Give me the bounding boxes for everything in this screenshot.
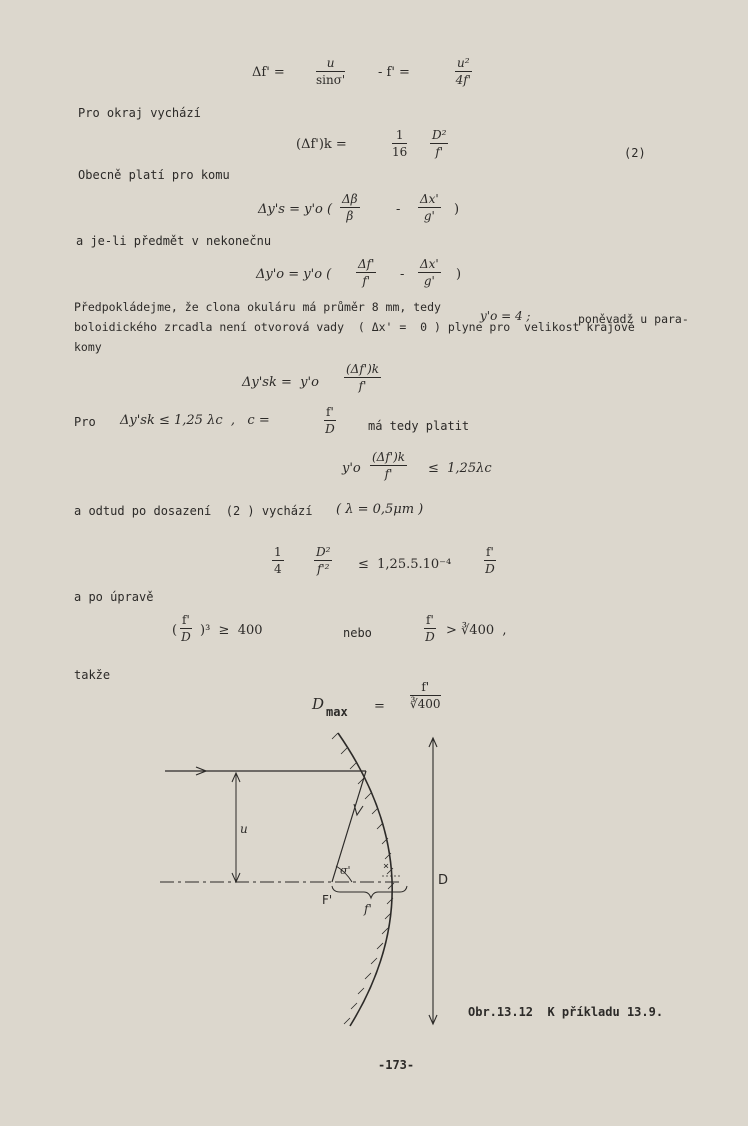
- eq1-frac2-num: u²: [457, 56, 470, 70]
- eq5-lhs: Δy'sk = y'o: [242, 375, 319, 390]
- eq4-frac1-den: f': [362, 274, 371, 288]
- eq1-lhs: Δf' =: [252, 65, 285, 80]
- eq8-frac2-num: f': [426, 613, 434, 627]
- eq8-frac2-den: D: [425, 630, 435, 644]
- eq7-frac3-num: f': [486, 545, 494, 559]
- eq8-frac1-den: D: [181, 630, 191, 644]
- eq2-frac1-den: 16: [392, 145, 408, 159]
- paragraph-line3: komy: [74, 340, 102, 354]
- eq8-nebo: nebo: [343, 626, 372, 640]
- cond-frac-num: f': [326, 405, 334, 419]
- equation-number: (2): [624, 146, 646, 160]
- paragraph-line1: Předpokládejme, že clona okuláru má průměr 8 mm, tedy: [74, 300, 441, 314]
- label-x: ×: [383, 861, 390, 872]
- eq3-frac1-den: β: [346, 209, 354, 223]
- eq9-frac-den: ∛400: [410, 697, 441, 711]
- eq7-frac1-num: 1: [274, 545, 282, 559]
- eq7-middle: ≤ 1,25.5.10⁻⁴: [358, 557, 452, 572]
- eq3-frac2-den: g': [423, 209, 435, 223]
- label-f-point: F': [322, 893, 333, 907]
- eq7-frac2-num: D²: [316, 545, 331, 559]
- label-f-length: f': [364, 902, 372, 916]
- eq4-frac2-den: g': [423, 274, 435, 288]
- eq8-frac1-num: f': [182, 613, 190, 627]
- eq7-frac1-den: 4: [274, 562, 282, 576]
- eq1-frac1-den: sinσ': [316, 73, 346, 87]
- label-d: D: [438, 873, 449, 888]
- eq2-frac1-num: 1: [392, 128, 407, 144]
- eq1-middle: - f' =: [378, 65, 410, 80]
- eq7-frac3-den: D: [485, 562, 495, 576]
- cond-expr: Δy'sk ≤ 1,25 λc , c =: [120, 413, 270, 428]
- label-u: u: [240, 822, 248, 836]
- eq8-rhs: > ∛400 ,: [446, 623, 507, 638]
- eq2-frac2-den: f': [435, 145, 444, 159]
- text-okraj: Pro okraj vychází: [78, 106, 201, 120]
- eq6-rhs: ≤ 1,25λc: [428, 461, 492, 476]
- eq4-frac1-num: Δf': [358, 257, 375, 271]
- eq9-eq: =: [374, 699, 385, 714]
- eq3-lhs: Δy's = y'o (: [258, 202, 333, 217]
- eq9-sub: max: [326, 705, 348, 719]
- text-dosazeni: a odtud po dosazení (2 ) vychází: [74, 504, 313, 518]
- eq5-frac-num: (Δf')k: [346, 362, 380, 376]
- cond-frac-den: D: [325, 422, 335, 436]
- eq3-frac1-num: Δβ: [342, 192, 358, 206]
- eq4-lhs: Δy'o = y'o (: [256, 267, 332, 282]
- paragraph-line1-math: y'o = 4 ;: [480, 309, 531, 323]
- eq6-lhs: y'o: [342, 461, 361, 476]
- eq8-close: )³ ≥ 400: [200, 623, 263, 638]
- figure-caption: Obr.13.12 K příkladu 13.9.: [468, 1005, 664, 1019]
- eq4-frac2-num: Δx': [420, 257, 439, 271]
- text-komu: Obecně platí pro komu: [78, 168, 230, 182]
- eq3-frac2-num: Δx': [420, 192, 439, 206]
- mirror-hatching: [332, 733, 394, 1024]
- eq9-frac-num: f': [410, 680, 441, 696]
- eq1-frac2-den: 4f': [455, 73, 471, 87]
- dosazeni-math: ( λ = 0,5μm ): [336, 502, 424, 517]
- eq1-frac1-num: u: [316, 56, 345, 72]
- focal-length-brace: [332, 886, 407, 898]
- eq2-frac2-num: D²: [432, 128, 447, 142]
- label-sigma: σ': [340, 864, 351, 877]
- text-takze: takže: [74, 668, 111, 682]
- eq7-frac2-den: f'²: [316, 562, 330, 576]
- eq9-lhs: D: [312, 695, 325, 713]
- mirror-curve: [338, 733, 392, 1026]
- text-uprave: a po úpravě: [74, 590, 154, 604]
- paragraph-line2: boloidického zrcadla není otvorová vady ( Δx' = 0 ) plyne pro velikost krajové: [74, 320, 635, 334]
- cond-tail: má tedy platit: [368, 419, 470, 433]
- eq8-open: (: [172, 623, 178, 638]
- eq6-frac-den: f': [384, 467, 393, 481]
- eq2-lhs: (Δf')k =: [296, 137, 347, 152]
- eq3-close: ): [454, 202, 460, 217]
- eq5-frac-den: f': [358, 379, 367, 393]
- cond-pro: Pro: [74, 415, 96, 429]
- text-predmet: a je-li předmět v nekonečnu: [76, 234, 272, 248]
- eq4-close: ): [456, 267, 462, 282]
- paragraph-line1-end: poněvadž u para-: [578, 312, 689, 326]
- eq6-frac-num: (Δf')k: [372, 450, 406, 464]
- eq3-minus: -: [396, 202, 401, 217]
- eq4-minus: -: [400, 267, 405, 282]
- page-number: -173-: [378, 1058, 415, 1072]
